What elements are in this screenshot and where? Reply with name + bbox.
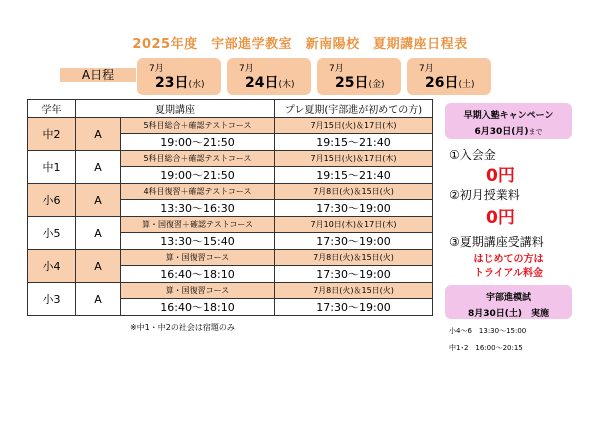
table-note: ※中1・中2の社会は宿題のみ [130, 323, 235, 332]
pre-date-cell: 7月10日(木)＆17日(木) [275, 217, 433, 233]
class-cell: A [76, 151, 121, 184]
grade-cell: 小6 [28, 184, 76, 217]
benefit-first-month-fee: ②初月授業料 [449, 188, 520, 202]
grade-cell: 中2 [28, 118, 76, 151]
pre-date-cell: 7月15日(火)＆17日(木) [275, 151, 433, 167]
mock-exam-time-junior: 中1･2 16:00～20:15 [449, 344, 523, 352]
page-title: 2025年度 宇部進学教室 新南陽校 夏期講座日程表 [132, 37, 468, 52]
campaign-deadline: 6月30日(月)まで [474, 127, 543, 137]
header-grade: 学年 [28, 100, 76, 118]
pre-time-cell: 17:30～19:00 [275, 266, 433, 283]
schedule-table [27, 99, 433, 316]
date-box [317, 58, 401, 95]
date-day: 25日(金) [335, 75, 385, 91]
time-cell: 13:30～15:40 [121, 233, 275, 250]
course-cell: 算・国復習＋確認テストコース [121, 217, 275, 233]
class-cell: A [76, 217, 121, 250]
table-row [28, 151, 433, 167]
date-box [407, 58, 491, 95]
grade-cell: 小3 [28, 283, 76, 316]
table-row [28, 250, 433, 266]
benefit-summer-course-fee: ③夏期講座受講料 [449, 235, 544, 249]
course-cell: 5科目総合＋確認テストコース [121, 151, 275, 167]
pre-time-cell: 19:15～21:40 [275, 167, 433, 184]
mock-exam-box [445, 285, 572, 319]
date-box [227, 58, 311, 95]
a-schedule-label: A日程 [60, 68, 136, 82]
course-cell: 5科目総合＋確認テストコース [121, 118, 275, 134]
mock-exam-title: 宇部進模試 [485, 293, 531, 303]
class-cell: A [76, 118, 121, 151]
date-day: 26日(土) [425, 75, 475, 91]
table-header-row [28, 100, 433, 118]
pre-time-cell: 17:30～19:00 [275, 233, 433, 250]
pre-date-cell: 7月8日(火)＆15日(火) [275, 184, 433, 200]
campaign-title: 早期入塾キャンペーン [463, 111, 554, 121]
table-row [28, 184, 433, 200]
trial-line-1: はじめての方は [473, 254, 544, 265]
time-cell: 13:30～16:30 [121, 200, 275, 217]
mock-exam-date: 8月30日(土) 実施 [467, 309, 549, 319]
class-cell: A [76, 283, 121, 316]
benefit-admission-fee: ①入会金 [449, 148, 496, 162]
pre-date-cell: 7月8日(火)＆15日(火) [275, 250, 433, 266]
time-cell: 16:40～18:10 [121, 299, 275, 316]
time-cell: 19:00～21:50 [121, 167, 275, 184]
trial-line-2: トライアル料金 [474, 268, 543, 279]
class-cell: A [76, 184, 121, 217]
date-day: 24日(木) [245, 75, 295, 91]
pre-time-cell: 17:30～19:00 [275, 299, 433, 316]
pre-time-cell: 19:15～21:40 [275, 134, 433, 151]
date-month: 7月 [329, 64, 344, 74]
date-month: 7月 [239, 64, 254, 74]
benefit-first-month-fee-value: 0円 [486, 208, 515, 228]
mock-exam-time-elementary: 小4～6 13:30～15:00 [449, 327, 527, 335]
time-cell: 19:00～21:50 [121, 134, 275, 151]
table-row [28, 217, 433, 233]
benefit-admission-fee-value: 0円 [486, 166, 515, 186]
table-row [28, 118, 433, 134]
course-cell: 4科目復習＋確認テストコース [121, 184, 275, 200]
pre-date-cell: 7月15日(火)＆17日(木) [275, 118, 433, 134]
pre-date-cell: 7月8日(火)＆15日(火) [275, 283, 433, 299]
course-cell: 算・国復習コース [121, 283, 275, 299]
date-box [137, 58, 221, 95]
time-cell: 16:40～18:10 [121, 266, 275, 283]
date-month: 7月 [149, 64, 164, 74]
campaign-box [445, 103, 572, 139]
header-pre: プレ夏期(宇部進が初めての方) [275, 100, 433, 118]
grade-cell: 小5 [28, 217, 76, 250]
header-summer: 夏期講座 [76, 100, 275, 118]
grade-cell: 小4 [28, 250, 76, 283]
date-month: 7月 [419, 64, 434, 74]
course-cell: 算・国復習コース [121, 250, 275, 266]
table-row [28, 283, 433, 299]
date-day: 23日(水) [155, 75, 205, 91]
class-cell: A [76, 250, 121, 283]
pre-time-cell: 17:30～19:00 [275, 200, 433, 217]
grade-cell: 中1 [28, 151, 76, 184]
